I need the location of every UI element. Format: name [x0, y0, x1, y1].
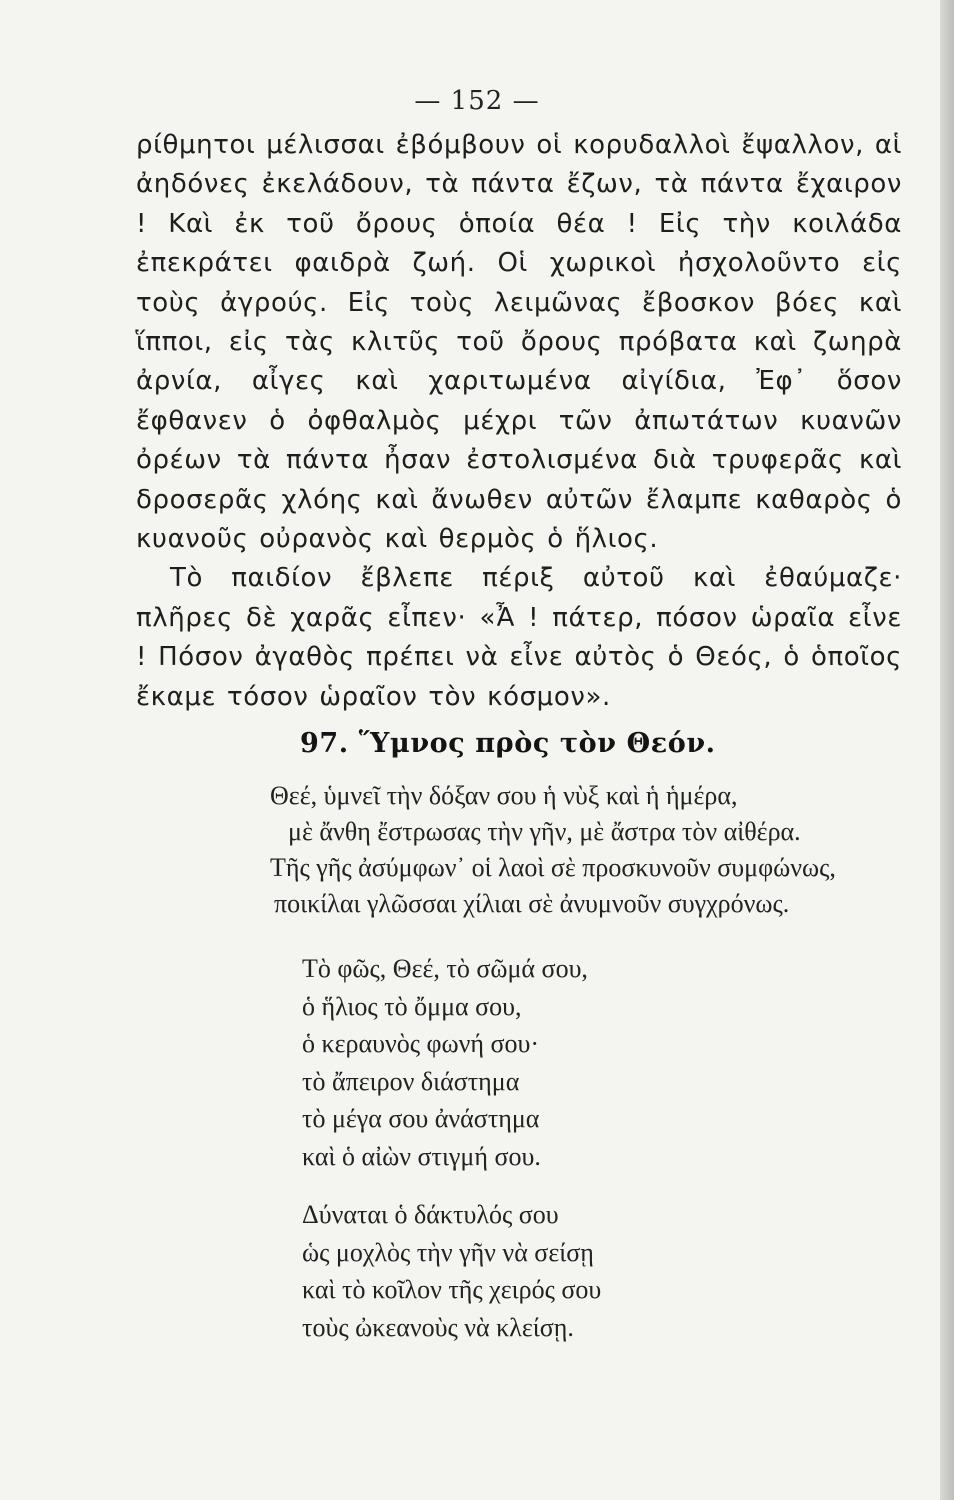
verse-line: Τὸ φῶς, Θεέ, τὸ σῶμά σου, — [302, 954, 588, 983]
verse-line: τοὺς ὠκεανοὺς νὰ κλείσῃ. — [302, 1312, 574, 1342]
prose-paragraph: ρίθμητοι μέλισσαι ἐβόμβουν οἱ κορυδαλλοὶ ἔψαλλον, αἱ ἀηδόνες ἐκελάδουν, τὰ πάντα ἔζων, τὰ πάντα ἔχαιρον ! Καὶ ἐκ τοῦ ὄρους ὁποία θέα ! Εἰς τὴν κοιλάδα ἐπεκράτει φαιδρὰ ζωή. Οἱ χωρικοὶ ἠσχολοῦντο εἰς τοὺς ἀγρούς. Εἰς τοὺς λειμῶνας ἔβοσκον βόες καὶ ἵπποι, εἰς τὰς κλιτῦς τοῦ ὄρους πρόβατα καὶ ζωηρὰ ἀρνία, αἶγες καὶ χαριτωμένα αἰγίδια, Ἐφ᾿ ὅσον ἔφθανεν ὁ ὀφθαλμὸς μέχρι τῶν ἀπωτάτων κυανῶν ὀρέων τὰ πάντα ἦσαν ἐστολισμένα διὰ τρυφερᾶς καὶ δροσερᾶς χλόης καὶ ἄνωθεν αὐτῶν ἔλαμπε καθαρὸς ὁ κυανοῦς οὐρανὸς καὶ θερμὸς ὁ ἥλιος. — [136, 130, 902, 555]
verse-line: τὸ μέγα σου ἀνάστημα — [302, 1104, 540, 1133]
verse-line: ὁ ἥλιος τὸ ὄμμα σου, — [302, 991, 522, 1021]
verse-line: μὲ ἄνθη ἔστρωσας τὴν γῆν, μὲ ἄστρα τὸν αἰθέρα. — [288, 817, 801, 846]
prose-paragraph: Τὸ παιδίον ἔβλεπε πέριξ αὐτοῦ καὶ ἐθαύμαζε· πλῆρες δὲ χαρᾶς εἶπεν· «Ἆ ! πάτερ, πόσον ὡραῖα εἶνε ! Πόσον ἀγαθὸς πρέπει νὰ εἶνε αὐτὸς ὁ Θεός, ὁ ὁποῖος ἔκαμε τόσον ὡραῖον τὸν κόσμον». — [136, 563, 902, 712]
verse-line: Δύναται ὁ δάκτυλός σου — [302, 1200, 559, 1229]
verse-line: καὶ ὁ αἰὼν στιγμή σου. — [302, 1141, 541, 1171]
verse-line: ποικίλαι γλῶσσαι χίλιαι σὲ ἀνυμνοῦν συγχρόνως. — [274, 889, 790, 918]
verse-line: Θεέ, ὑμνεῖ τὴν δόξαν σου ἡ νὺξ καὶ ἡ ἡμέρα, — [270, 781, 738, 810]
verse-line: καὶ τὸ κοῖλον τῆς χειρός σου — [302, 1275, 602, 1304]
page-number: — 152 — — [414, 86, 540, 116]
page-gutter-shadow — [940, 0, 954, 1500]
verse-line: Τῆς γῆς ἀσύμφων᾿ οἱ λαοὶ σὲ προσκυνοῦν συμφώνως, — [270, 853, 836, 882]
hymn-stanza-2 — [302, 950, 588, 1175]
hymn-stanza-1 — [270, 778, 836, 922]
verse-line: ὡς μοχλὸς τὴν γῆν νὰ σείσῃ — [302, 1237, 594, 1267]
prose-text — [136, 126, 902, 717]
verse-line: ὁ κεραυνὸς φωνή σου· — [302, 1029, 540, 1058]
hymn-stanza-3 — [302, 1196, 601, 1346]
verse-line: τὸ ἄπειρον διάστημα — [302, 1066, 520, 1096]
hymn-title: 97. Ὕμνος πρὸς τὸν Θεόν. — [300, 728, 716, 759]
